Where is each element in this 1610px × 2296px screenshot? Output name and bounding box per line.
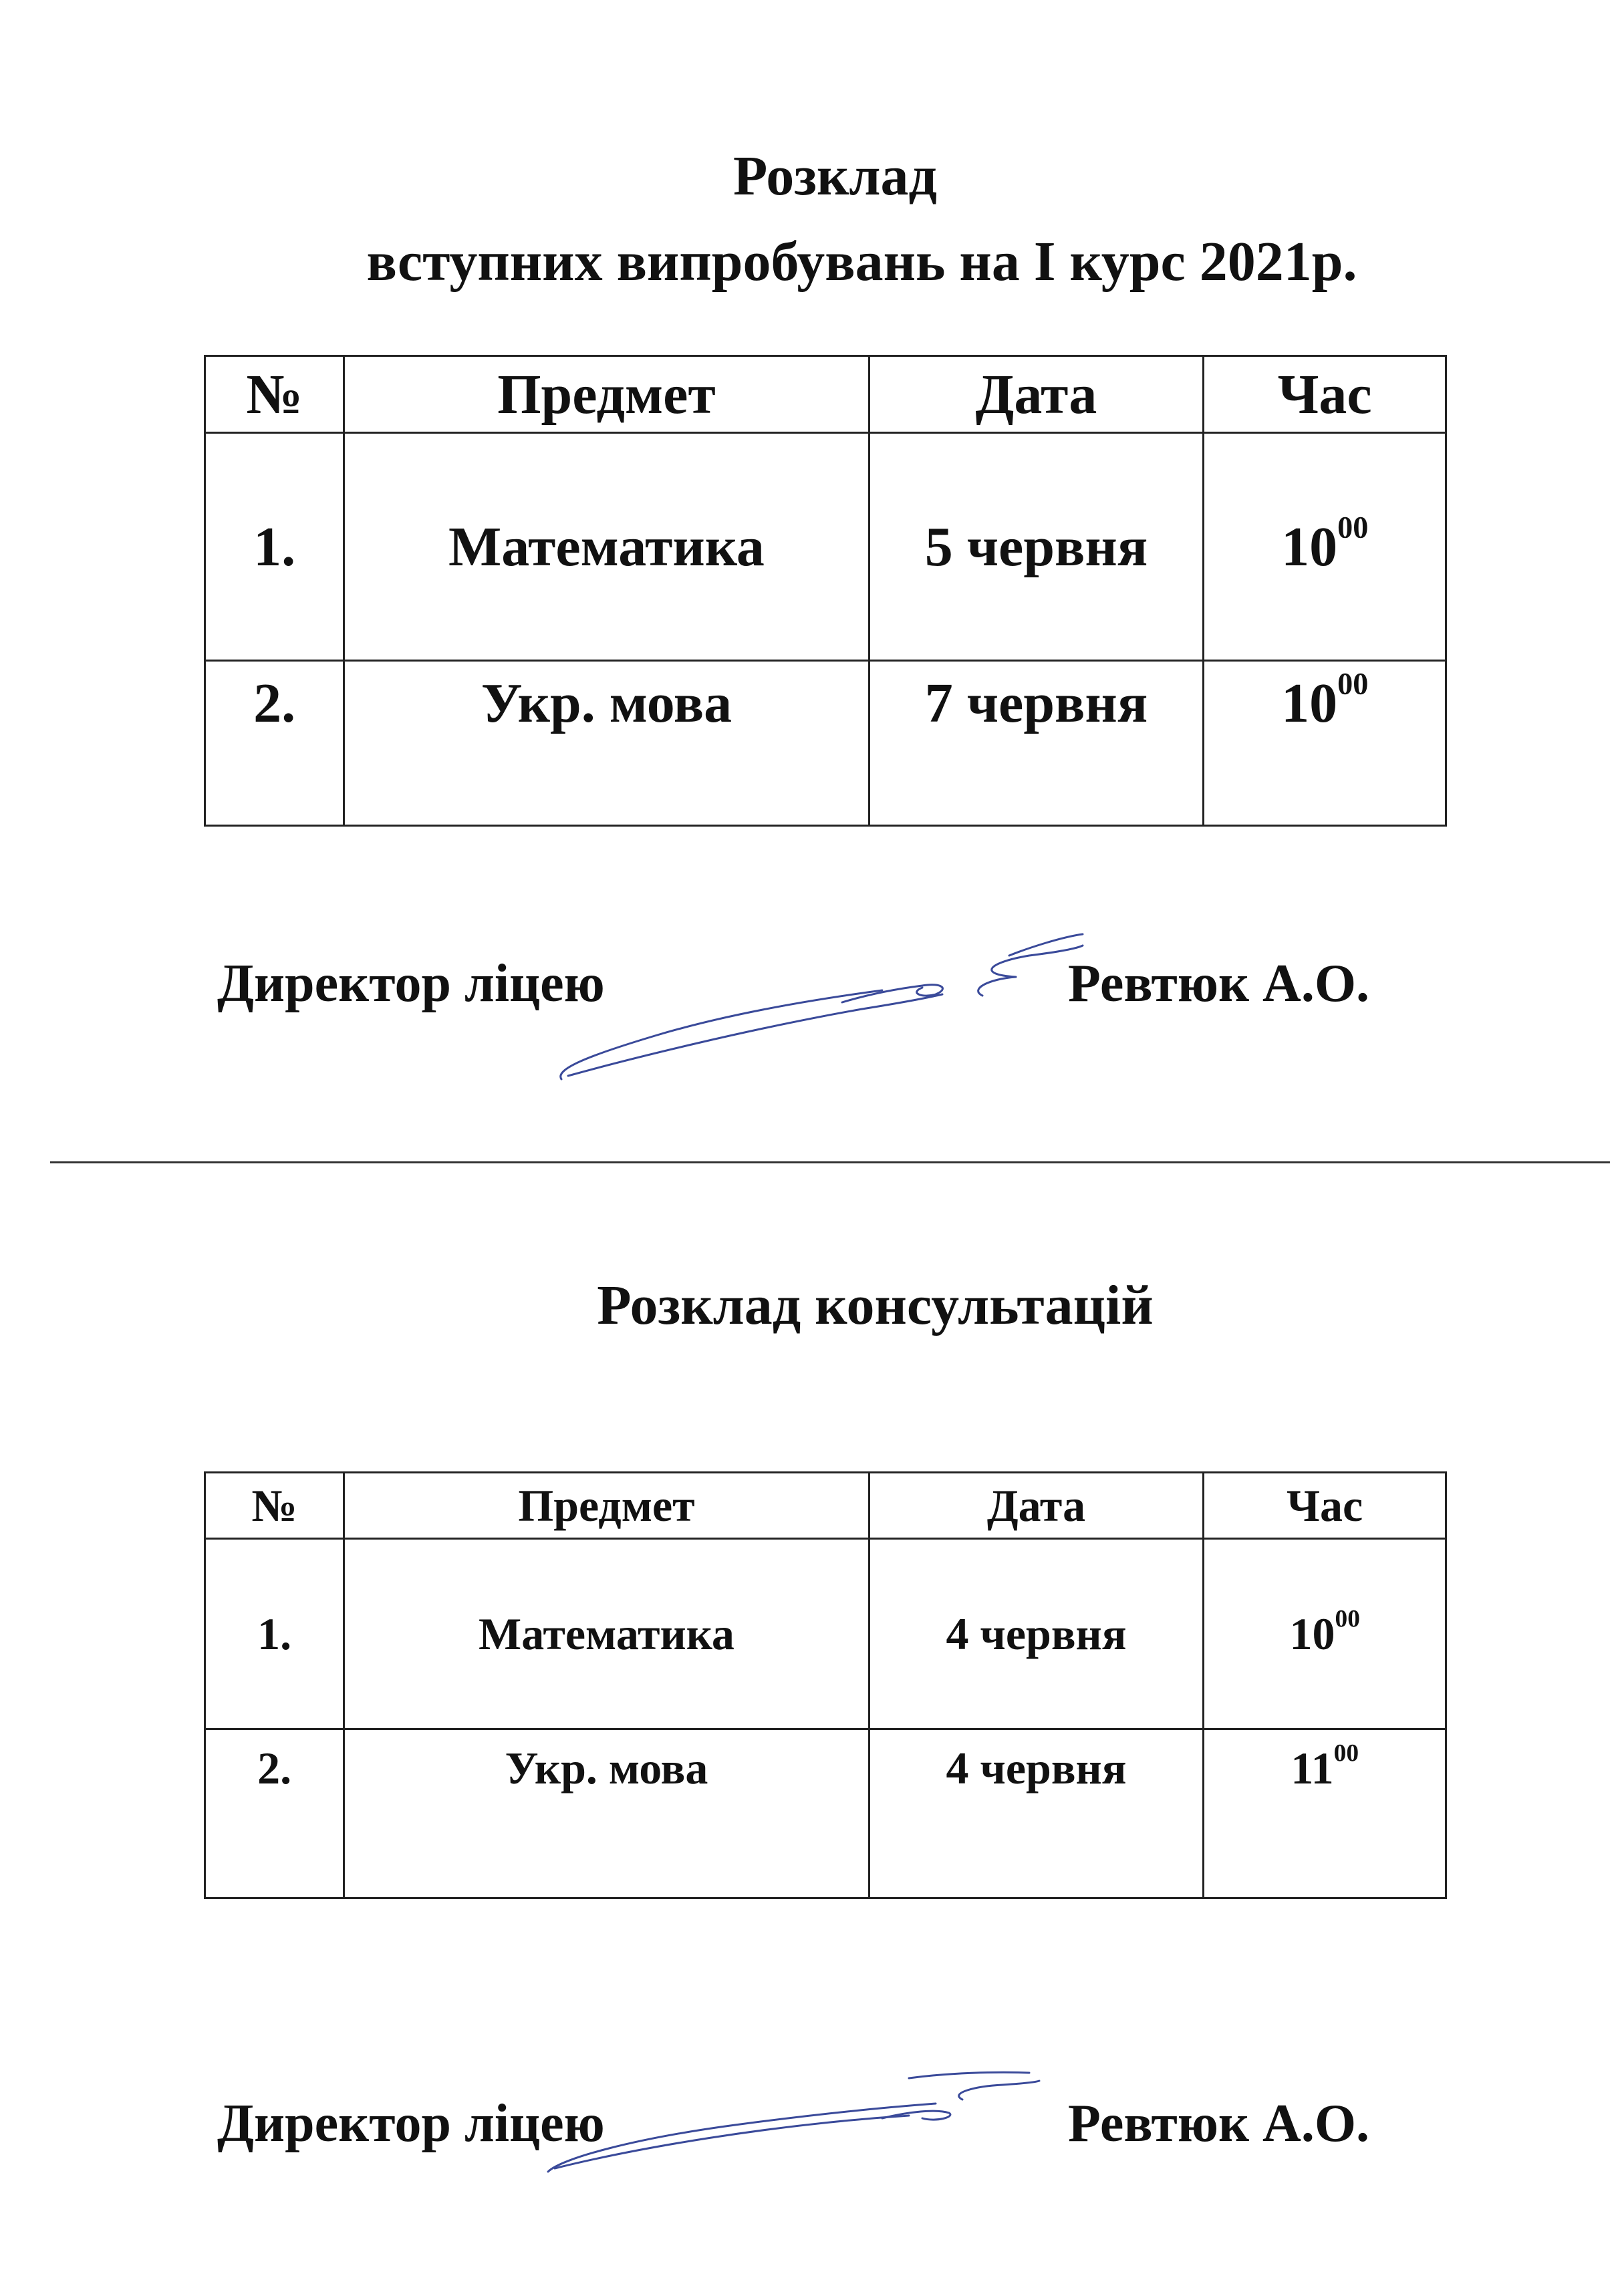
header-date: Дата: [869, 356, 1204, 433]
table-row: [205, 433, 1446, 661]
table-header-row: [205, 356, 1446, 433]
schedule-subtitle: вступних випробувань на І курс 2021р.: [366, 231, 1357, 293]
time-minutes: 00: [1337, 509, 1369, 544]
table-row: [205, 1729, 1446, 1898]
row-num: 1.: [205, 1539, 344, 1729]
table-row: [205, 661, 1446, 826]
row-subject: Укр. мова: [344, 661, 869, 826]
row-time: [1204, 433, 1446, 661]
header-num: №: [205, 1473, 344, 1539]
row-subject: Укр. мова: [344, 1729, 869, 1898]
signature-name: Ревтюк А.О.: [1068, 2094, 1370, 2153]
table-row: [205, 1539, 1446, 1729]
signature-role: Директор ліцею: [217, 2094, 605, 2153]
header-subject: Предмет: [344, 1473, 869, 1539]
time-hour: 10: [1281, 515, 1338, 578]
row-date: 5 червня: [869, 433, 1204, 661]
row-num: 2.: [205, 1729, 344, 1898]
row-date: 7 червня: [869, 661, 1204, 826]
row-time: [1204, 1729, 1446, 1898]
exam-schedule-table: [204, 355, 1447, 827]
time-hour: 10: [1289, 1608, 1335, 1659]
header-date: Дата: [869, 1473, 1204, 1539]
row-time: [1204, 661, 1446, 826]
row-num: 2.: [205, 661, 344, 826]
time-minutes: 00: [1337, 666, 1369, 701]
time-minutes: 00: [1333, 1739, 1359, 1767]
row-time: [1204, 1539, 1446, 1729]
header-subject: Предмет: [344, 356, 869, 433]
header-num: №: [205, 356, 344, 433]
signature-role: Директор ліцею: [217, 954, 605, 1013]
table-header-row: [205, 1473, 1446, 1539]
time-hour: 11: [1291, 1743, 1334, 1793]
time-minutes: 00: [1335, 1604, 1360, 1632]
schedule-title: Розклад: [733, 145, 937, 207]
row-date: 4 червня: [869, 1729, 1204, 1898]
consultations-title: Розклад консультацій: [597, 1274, 1154, 1336]
row-num: 1.: [205, 433, 344, 661]
row-subject: Математика: [344, 433, 869, 661]
section-divider: [50, 1161, 1610, 1163]
header-time: Час: [1204, 356, 1446, 433]
row-subject: Математика: [344, 1539, 869, 1729]
signature-scribble-2: [535, 2058, 1043, 2178]
header-time: Час: [1204, 1473, 1446, 1539]
time-hour: 10: [1281, 672, 1338, 734]
row-date: 4 червня: [869, 1539, 1204, 1729]
consultations-table: [204, 1471, 1447, 1899]
signature-name: Ревтюк А.О.: [1068, 954, 1370, 1013]
signature-scribble-1: [548, 915, 1096, 1089]
